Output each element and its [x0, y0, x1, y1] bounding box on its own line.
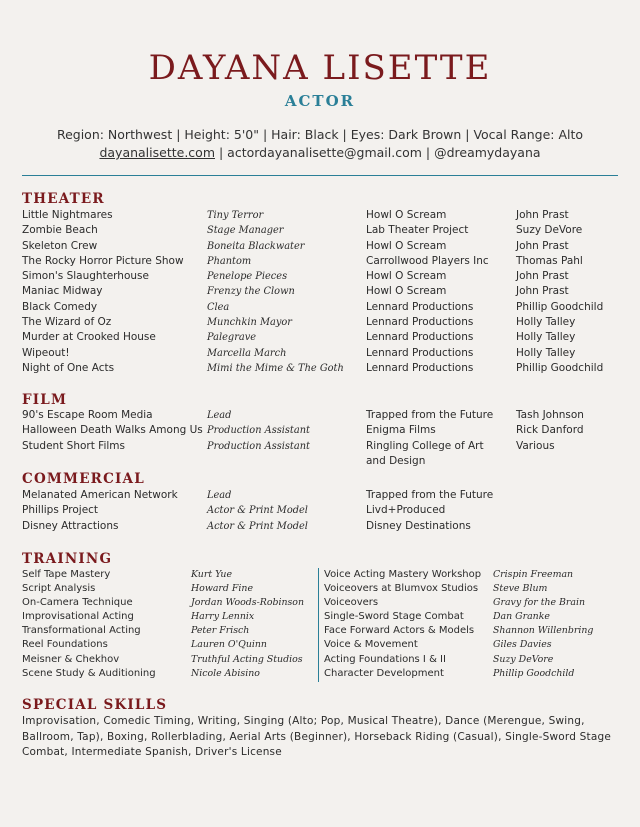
film-cell: Lead [207, 410, 232, 421]
training-cell: Voiceovers [324, 597, 379, 609]
training-cell: Phillip Goodchild [493, 667, 575, 679]
theater-cell: Mimi the Mime & The Goth [207, 362, 344, 374]
training-cell: Reel Foundations [22, 639, 108, 651]
commercial-cell: Disney Attractions [22, 519, 119, 532]
training-cell: Dan Granke [493, 611, 550, 623]
theater-cell: Frenzy the Clown [207, 286, 295, 298]
theater-cell: John Prast [516, 285, 569, 298]
training-cell: Harry Lennix [191, 611, 255, 623]
skills-heading: SPECIAL SKILLS [22, 697, 168, 713]
training-cell: Giles Davies [493, 639, 552, 651]
theater-row [22, 361, 622, 376]
theater-row [22, 239, 622, 254]
theater-cell: Simon's Slaughterhouse [22, 270, 149, 283]
theater-cell: Munchkin Mayor [207, 317, 292, 329]
theater-cell: The Wizard of Oz [22, 316, 112, 329]
film-heading: FILM [22, 392, 68, 408]
resume-role: ACTOR [284, 92, 356, 110]
film-row [22, 423, 622, 438]
training-cell: Meisner & Chekhov [22, 653, 120, 665]
theater-cell: Howl O Scream [366, 209, 447, 221]
commercial-cell: Phillips Project [22, 504, 99, 517]
theater-cell: Phillip Goodchild [516, 300, 604, 313]
theater-cell: The Rocky Horror Picture Show [22, 254, 184, 267]
training-cell: On-Camera Technique [22, 597, 133, 609]
training-column-divider [318, 568, 319, 682]
theater-cell: Phantom [207, 255, 252, 267]
film-cell: Ringling College of Art and Design [366, 439, 484, 467]
training-row [22, 653, 622, 667]
theater-cell: Howl O Scream [366, 270, 447, 283]
theater-cell: Lab Theater Project [366, 224, 469, 237]
website-link[interactable]: dayanalisette.com [99, 145, 215, 160]
training-cell: Truthful Acting Studios [191, 653, 303, 665]
theater-cell: Lennard Productions [366, 300, 474, 313]
film-cell: Enigma Films [366, 424, 436, 437]
training-row [22, 638, 622, 652]
commercial-table [22, 488, 622, 534]
training-cell: Self Tape Mastery [22, 569, 111, 580]
training-cell: Character Development [324, 667, 444, 679]
theater-cell: Palegrave [207, 332, 257, 344]
theater-cell: Wipeout! [22, 346, 70, 359]
theater-cell: Lennard Productions [366, 331, 474, 344]
contact-details: | actordayanalisette@gmail.com | @dreamydayana [215, 145, 541, 160]
theater-cell: Marcella March [207, 347, 287, 359]
training-cell: Voice Acting Mastery Workshop [324, 569, 482, 580]
theater-row [22, 208, 622, 223]
commercial-cell: Disney Destinations [366, 519, 471, 532]
theater-cell: Murder at Crooked House [22, 331, 156, 344]
theater-cell: Howl O Scream [366, 239, 447, 252]
training-row [22, 610, 622, 624]
theater-cell: Holly Talley [516, 346, 576, 359]
theater-cell: Skeleton Crew [22, 239, 98, 252]
training-cell: Scene Study & Auditioning [22, 667, 156, 679]
contact-line [0, 145, 640, 160]
training-row [22, 568, 622, 582]
training-cell: Acting Foundations I & II [324, 653, 446, 665]
commercial-row [22, 503, 622, 518]
film-row [22, 408, 622, 423]
commercial-cell: Lead [207, 490, 232, 501]
theater-cell: Holly Talley [516, 331, 576, 344]
commercial-cell: Trapped from the Future [366, 489, 494, 501]
theater-row [22, 300, 622, 315]
training-cell: Voiceovers at Blumvox Studios [324, 583, 479, 595]
theater-cell: John Prast [516, 239, 569, 252]
training-cell: Crispin Freeman [493, 569, 574, 580]
training-heading: TRAINING [22, 551, 113, 567]
theater-cell: Night of One Acts [22, 361, 115, 374]
commercial-row [22, 488, 622, 503]
theater-cell: Zombie Beach [22, 224, 98, 237]
training-cell: Howard Fine [191, 583, 253, 595]
info-line: Region: Northwest | Height: 5'0" | Hair: Black | Eyes: Dark Brown | Vocal Range: Alto [56, 127, 584, 142]
theater-cell: Penelope Pieces [207, 271, 288, 283]
theater-cell: Howl O Scream [366, 285, 447, 298]
film-cell: 90's Escape Room Media [22, 409, 153, 421]
theater-row [22, 269, 622, 284]
commercial-cell: Melanated American Network [22, 489, 178, 501]
training-cell: Face Forward Actors & Models [324, 625, 475, 637]
training-cell: Peter Frisch [191, 625, 250, 637]
film-cell: Production Assistant [207, 425, 310, 437]
training-row [22, 582, 622, 596]
theater-cell: Carrollwood Players Inc [366, 254, 489, 267]
theater-cell: Lennard Productions [366, 316, 474, 329]
training-row [22, 667, 622, 681]
film-cell: Production Assistant [207, 440, 310, 452]
training-cell: Shannon Willenbring [493, 625, 594, 637]
theater-cell: Suzy DeVore [516, 224, 583, 237]
training-cell: Single-Sword Stage Combat [324, 611, 464, 623]
theater-cell: Stage Manager [207, 225, 284, 237]
theater-cell: Boneita Blackwater [207, 240, 305, 252]
training-cell: Nicole Abisino [191, 667, 260, 679]
training-cell: Transformational Acting [22, 625, 141, 637]
training-cell: Kurt Yue [191, 569, 233, 580]
film-table [22, 408, 622, 469]
film-row [22, 439, 622, 469]
theater-row [22, 315, 622, 330]
film-cell: Tash Johnson [516, 409, 584, 421]
theater-cell: Lennard Productions [366, 346, 474, 359]
theater-table [22, 208, 622, 376]
theater-row [22, 284, 622, 299]
theater-cell: John Prast [516, 270, 569, 283]
theater-cell: Phillip Goodchild [516, 361, 604, 374]
theater-cell: Thomas Pahl [516, 254, 583, 267]
training-table [22, 568, 622, 681]
theater-row [22, 223, 622, 238]
theater-row [22, 346, 622, 361]
commercial-cell: Actor & Print Model [207, 505, 308, 517]
skills-text: Improvisation, Comedic Timing, Writing, Singing (Alto; Pop, Musical Theatre), Dance (Merengue, Swing, Ballroom, Tap), Boxing, Rollerblading, Aerial Arts (Beginner), Horseback Riding (Casual), Single-Sword Stage Combat, Intermediate Spanish, Driver's License [22, 715, 611, 758]
theater-cell: Little Nightmares [22, 209, 113, 221]
film-cell: Rick Danford [516, 424, 584, 437]
film-cell: Student Short Films [22, 439, 125, 452]
commercial-heading: COMMERCIAL [22, 471, 145, 487]
training-cell: Improvisational Acting [22, 611, 134, 623]
training-cell: Gravy for the Brain [493, 597, 586, 609]
theater-cell: John Prast [516, 209, 569, 221]
training-row [22, 624, 622, 638]
theater-heading: THEATER [22, 191, 105, 207]
theater-cell: Black Comedy [22, 300, 98, 313]
commercial-cell: Livd+Produced [366, 504, 446, 517]
theater-cell: Maniac Midway [22, 285, 103, 298]
training-cell: Steve Blum [493, 583, 548, 595]
commercial-row [22, 519, 622, 534]
training-cell: Suzy DeVore [493, 653, 554, 665]
theater-cell: Lennard Productions [366, 361, 474, 374]
film-cell: Various [516, 439, 555, 452]
training-row [22, 596, 622, 610]
commercial-cell: Actor & Print Model [207, 520, 308, 532]
theater-row [22, 254, 622, 269]
theater-cell: Clea [207, 301, 230, 313]
training-cell: Voice & Movement [324, 639, 418, 651]
training-cell: Lauren O'Quinn [191, 639, 267, 651]
training-cell: Script Analysis [22, 583, 96, 595]
resume-name: DAYANA LISETTE [148, 48, 492, 88]
theater-cell: Tiny Terror [207, 210, 264, 221]
theater-row [22, 330, 622, 345]
film-cell: Trapped from the Future [366, 409, 494, 421]
header-divider [22, 175, 618, 176]
film-cell: Halloween Death Walks Among Us [22, 424, 203, 437]
training-cell: Jordan Woods-Robinson [191, 597, 304, 609]
theater-cell: Holly Talley [516, 316, 576, 329]
